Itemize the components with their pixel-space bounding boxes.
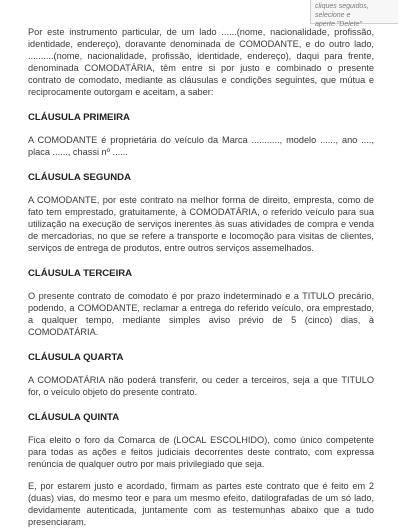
clause-4-text: A COMODATÁRIA não poderá transferir, ou ceder a terceiros, seja a que TITULO for, o veículo objeto do presente contrato. xyxy=(28,375,374,397)
clause-2-title: CLÁUSULA SEGUNDA xyxy=(28,172,132,183)
clause-3-text: O presente contrato de comodato é por prazo indeterminado e a TITULO precário, podendo, a COMODANTE, reclamar a entrega do referido veículo, ora emprestado, a qualquer tempo, mediante simples aviso prévio de 5 (cinco) dias, à COMODATÁRIA. xyxy=(28,291,374,337)
clause-4-title: CLÁUSULA QUARTA xyxy=(28,352,124,363)
closing-paragraph: E, por estarem justo e acordado, firmam as partes este contrato que é feito em 2 (duas) vias, do mesmo teor e para um mesmo efeito, datilografadas de um só lado, devidamente autenticada, juntamente com as testemunhas abaixo que a tudo presenciaram. xyxy=(28,481,374,527)
hint-note xyxy=(310,0,398,28)
contract-document xyxy=(28,26,374,528)
clause-2-text: A COMODANTE, por este contrato na melhor forma de direito, empresta, como de fato tem emprestado, gratuitamente, à COMODATÁRIA, o referido veículo para sua utilização na execução de serviços inerentes às suas atividades de compra e venda de mercadorias, no que se refere a transporte e locomoção para visitas de clientes, serviços de entrega de produtos, entre outros serviços assemelhados. xyxy=(28,195,374,253)
intro-paragraph: Por este instrumento particular, de um lado ......(nome, nacionalidade, profissão, identidade, endereço), doravante denominada de COMODANTE, e do outro lado, ..........(nome, nacionalidade, profissão, identidade, endereço), daqui para frente, denominada COMODATÁRIA, têm entre si por justo e combinado o presente contrato de comodato, mediante as cláusulas e condições seguintes, que mútua e reciprocamente outorgam e aceitam, a saber: xyxy=(28,27,374,97)
clause-5-title: CLÁUSULA QUINTA xyxy=(28,412,120,423)
clause-1-title: CLÁUSULA PRIMEIRA xyxy=(28,112,130,123)
clause-5-text: Fica eleito o foro da Comarca de (LOCAL ESCOLHIDO), como único competente para todas as ações e feitos judiciais decorrentes deste contrato, com expressa renúncia de qualquer outro por mais privilegiado que seja. xyxy=(28,435,374,469)
hint-note-line: cliques seguidos, selecione e xyxy=(315,3,369,19)
clause-3-title: CLÁUSULA TERCEIRA xyxy=(28,268,133,279)
hint-note-line: aperte "Delete" xyxy=(315,21,362,28)
clause-1-text: A COMODANTE é proprietária do veículo da Marca ..........., modelo ......, ano ...., placa ......, chassi nº ...... xyxy=(28,135,374,157)
